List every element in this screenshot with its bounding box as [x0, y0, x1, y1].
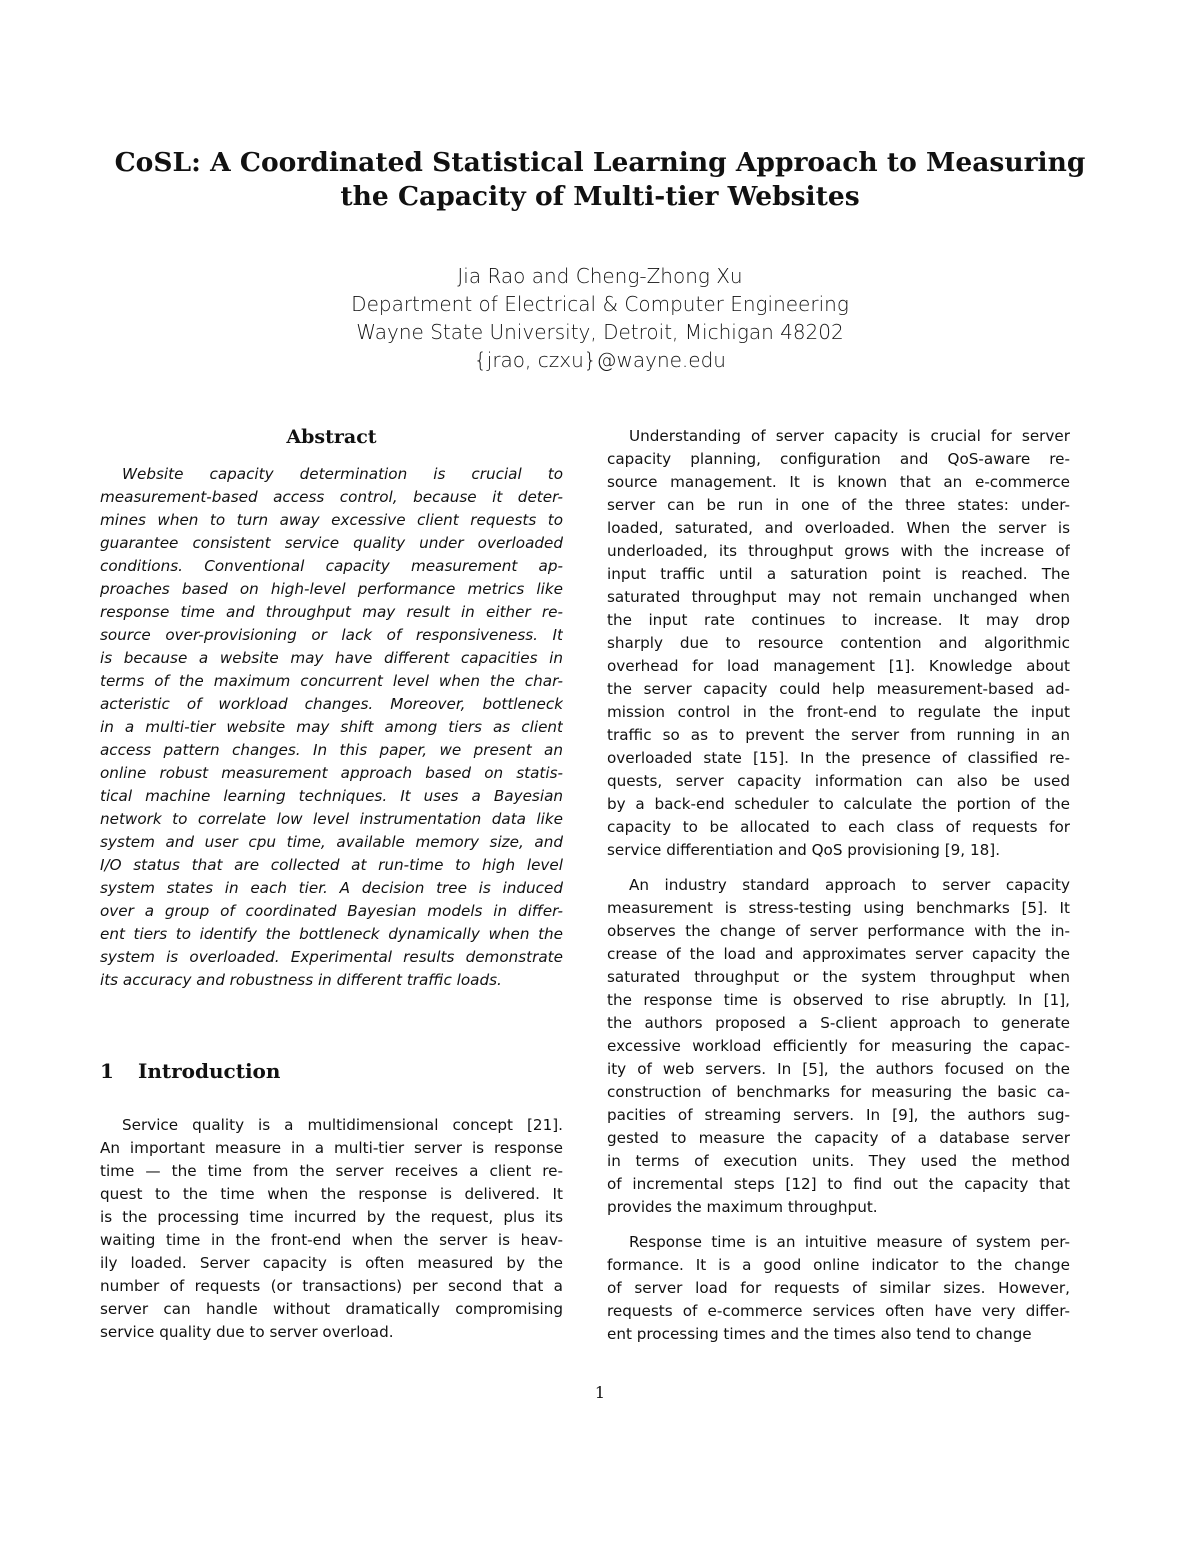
text-line: quests, server capacity information can also be used — [607, 772, 1070, 790]
text-line: is because a website may have different capacities in — [100, 649, 563, 667]
section-heading-introduction — [100, 1058, 280, 1084]
section-title: Introduction — [138, 1059, 281, 1083]
text-line: saturated throughput may not remain unchanged when — [607, 588, 1070, 606]
author-names: Jia Rao and Cheng-Zhong Xu — [457, 264, 743, 288]
text-line: Response time is an intuitive measure of system per- — [629, 1233, 1070, 1251]
text-line: requests of e-commerce services often have very differ- — [607, 1302, 1070, 1320]
text-line: service differentiation and QoS provisioning [9, 18]. — [607, 841, 1001, 859]
section-number: 1 — [100, 1059, 114, 1083]
abstract-body — [100, 463, 563, 992]
title-line: CoSL: A Coordinated Statistical Learning Approach to Measuring — [114, 147, 1086, 178]
text-line: saturated throughput or the system throughput when — [607, 968, 1070, 986]
text-line: the input rate continues to increase. It may drop — [607, 611, 1070, 629]
text-line: construction of benchmarks for measuring the basic ca- — [607, 1083, 1070, 1101]
text-line: An industry standard approach to server capacity — [629, 876, 1070, 894]
text-line: server can be run in one of the three states: under- — [607, 496, 1070, 514]
text-line: sharply due to resource contention and algorithmic — [607, 634, 1070, 652]
text-line: underloaded, its throughput grows with the increase of — [607, 542, 1070, 560]
text-line: ily loaded. Server capacity is often measured by the — [100, 1254, 563, 1272]
text-line: proaches based on high-level performance metrics like — [100, 580, 563, 598]
text-line: overhead for load management [1]. Knowledge about — [607, 657, 1070, 675]
text-line: over a group of coordinated Bayesian models in differ- — [100, 902, 563, 920]
paragraph — [607, 874, 1070, 1219]
text-line: its accuracy and robustness in different traffic loads. — [100, 971, 502, 989]
text-line: online robust measurement approach based on statis- — [100, 764, 563, 782]
text-line: loaded, saturated, and overloaded. When the server is — [607, 519, 1070, 537]
paper-title — [80, 146, 1120, 214]
author-block — [80, 262, 1120, 374]
left-column — [100, 425, 563, 992]
right-column — [607, 425, 1070, 1346]
paragraph — [607, 425, 1070, 862]
text-line: ent tiers to identify the bottleneck dynamically when the — [100, 925, 563, 943]
text-line: waiting time in the front-end when the server is heav- — [100, 1231, 563, 1249]
text-line: measurement-based access control, because it deter- — [100, 488, 563, 506]
text-line: pacities of streaming servers. In [9], the authors sug- — [607, 1106, 1070, 1124]
author-department: Department of Electrical & Computer Engineering — [351, 292, 849, 316]
text-line: An important measure in a multi-tier server is response — [100, 1139, 563, 1157]
text-line: in terms of execution units. They used the method — [607, 1152, 1070, 1170]
text-line: conditions. Conventional capacity measurement ap- — [100, 557, 563, 575]
text-line: mines when to turn away excessive client requests to — [100, 511, 563, 529]
text-line: Website capacity determination is crucial to — [122, 465, 563, 483]
text-line: system and user cpu time, available memory size, and — [100, 833, 563, 851]
text-line: number of requests (or transactions) per second that a — [100, 1277, 563, 1295]
text-line: quest to the time when the response is delivered. It — [100, 1185, 563, 1203]
text-line: I/O status that are collected at run-time to high level — [100, 856, 563, 874]
paragraph — [607, 1231, 1070, 1346]
text-line: ent processing times and the times also tend to change — [607, 1325, 1032, 1343]
text-line: of server load for requests of similar sizes. However, — [607, 1279, 1070, 1297]
text-line: observes the change of server performance with the in- — [607, 922, 1070, 940]
text-line: tical machine learning techniques. It uses a Bayesian — [100, 787, 563, 805]
text-line: capacity planning, configuration and QoS-aware re- — [607, 450, 1070, 468]
page-number: 1 — [594, 1383, 606, 1402]
text-line: by a back-end scheduler to calculate the portion of the — [607, 795, 1070, 813]
abstract-heading: Abstract — [286, 426, 377, 448]
text-line: network to correlate low level instrumentation data like — [100, 810, 563, 828]
author-university: Wayne State University, Detroit, Michigan 48202 — [356, 320, 844, 344]
paragraph-gap — [607, 862, 1070, 874]
text-line: capacity to be allocated to each class of requests for — [607, 818, 1070, 836]
text-line: server can handle without dramatically compromising — [100, 1300, 563, 1318]
introduction-body — [100, 1114, 563, 1344]
text-line: is the processing time incurred by the request, plus its — [100, 1208, 563, 1226]
text-line: the response time is observed to rise abruptly. In [1], — [607, 991, 1070, 1009]
text-line: measurement is stress-testing using benchmarks [5]. It — [607, 899, 1070, 917]
text-line: the server capacity could help measurement-based ad- — [607, 680, 1070, 698]
text-line: Service quality is a multidimensional concept [21]. — [122, 1116, 563, 1134]
text-line: mission control in the front-end to regulate the input — [607, 703, 1070, 721]
text-line: source management. It is known that an e-commerce — [607, 473, 1070, 491]
text-line: ity of web servers. In [5], the authors focused on the — [607, 1060, 1070, 1078]
text-line: overloaded state [15]. In the presence of classified re- — [607, 749, 1070, 767]
text-line: Understanding of server capacity is crucial for server — [629, 427, 1070, 445]
text-line: of incremental steps [12] to find out the capacity that — [607, 1175, 1070, 1193]
text-line: acteristic of workload changes. Moreover, bottleneck — [100, 695, 563, 713]
text-line: crease of the load and approximates server capacity the — [607, 945, 1070, 963]
text-line: excessive workload efficiently for measuring the capac- — [607, 1037, 1070, 1055]
text-line: input traffic until a saturation point is reached. The — [607, 565, 1070, 583]
text-line: system states in each tier. A decision tree is induced — [100, 879, 563, 897]
text-line: access pattern changes. In this paper, we present an — [100, 741, 563, 759]
title-line: the Capacity of Multi-tier Websites — [340, 181, 860, 212]
author-email: {jrao, czxu}@wayne.edu — [474, 348, 726, 372]
text-line: guarantee consistent service quality under overloaded — [100, 534, 563, 552]
text-line: time — the time from the server receives a client re- — [100, 1162, 563, 1180]
text-line: system is overloaded. Experimental results demonstrate — [100, 948, 563, 966]
paragraph-gap — [607, 1219, 1070, 1231]
text-line: response time and throughput may result in either re- — [100, 603, 563, 621]
text-line: gested to measure the capacity of a database server — [607, 1129, 1070, 1147]
text-line: service quality due to server overload. — [100, 1323, 394, 1341]
text-line: terms of the maximum concurrent level when the char- — [100, 672, 563, 690]
text-line: source over-provisioning or lack of responsiveness. It — [100, 626, 563, 644]
text-line: in a multi-tier website may shift among tiers as client — [100, 718, 563, 736]
text-line: the authors proposed a S-client approach to generate — [607, 1014, 1070, 1032]
text-line: formance. It is a good online indicator to the change — [607, 1256, 1070, 1274]
text-line: traffic so as to prevent the server from running in an — [607, 726, 1070, 744]
text-line: provides the maximum throughput. — [607, 1198, 878, 1216]
